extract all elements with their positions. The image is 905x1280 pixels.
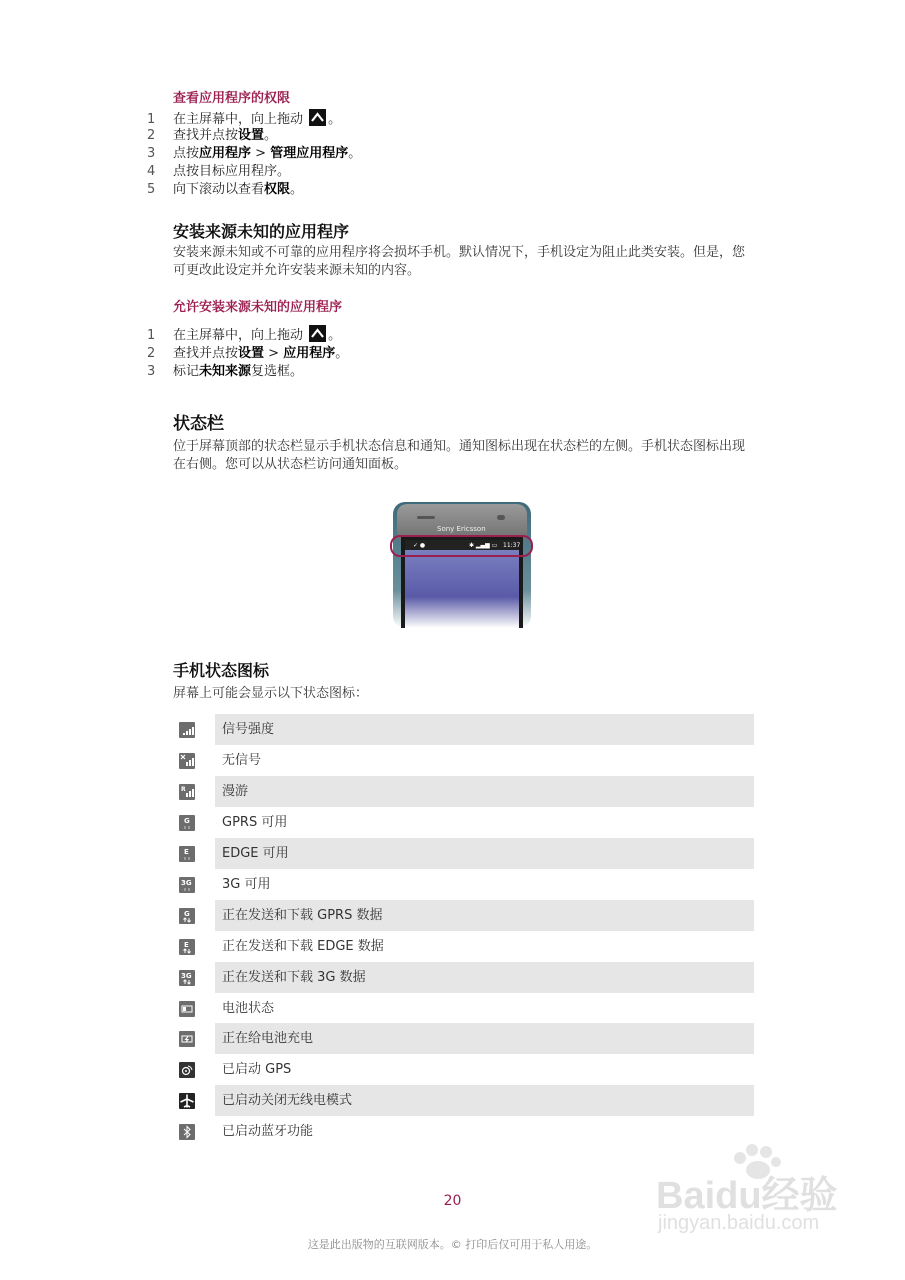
footer-note: 这是此出版物的互联网版本。© 打印后仅可用于私人用途。 <box>307 1238 598 1251</box>
gprs-icon <box>179 815 195 831</box>
icon-row: G GPRS 可用 <box>173 807 754 838</box>
page-number: 20 <box>443 1193 462 1209</box>
up-arrow-icon <box>309 325 326 342</box>
icon-row: 无信号 <box>173 745 754 776</box>
gprs-transfer-icon <box>179 908 195 924</box>
watermark-line2: jingyan.baidu.com <box>658 1212 820 1234</box>
icon-row: E 正在发送和下载 EDGE 数据 <box>173 931 754 962</box>
svg-text:G: G <box>184 817 190 825</box>
icon-row: R 漫游 <box>173 776 754 807</box>
baidu-watermark <box>640 1142 860 1242</box>
svg-text:G: G <box>184 910 190 918</box>
battery-charging-icon <box>179 1031 195 1047</box>
svg-text:3G: 3G <box>181 972 192 980</box>
roaming-icon <box>179 784 195 800</box>
watermark-line1: Baidu经验 <box>656 1175 838 1217</box>
status-icons: ✱ ▂▄▆ ▭ <box>469 542 498 549</box>
icon-row: 3G 3G 可用 <box>181 877 271 892</box>
step-2: 2 查找并点按设置。 <box>147 128 278 143</box>
edge-transfer-icon <box>179 939 195 955</box>
icon-row: 已启动蓝牙功能 <box>173 1116 754 1147</box>
icon-row: 已启动 GPS <box>173 1054 754 1085</box>
step-5: 5 向下滚动以查看权限。 <box>147 182 304 197</box>
phone-brand: Sony Ericsson <box>437 525 486 533</box>
icon-row: 信号强度 <box>173 714 754 745</box>
signal-strength-icon <box>179 722 195 738</box>
icon-row: 已启动关闭无线电模式 <box>173 1085 754 1116</box>
svg-text:E: E <box>184 848 189 856</box>
svg-text:R: R <box>181 786 186 793</box>
edge-icon <box>179 846 195 862</box>
section-subtitle-permissions: 查看应用程序的权限 <box>173 91 291 106</box>
section-title-unknown-sources: 安装来源未知的应用程序 <box>173 222 350 241</box>
no-signal-icon <box>179 753 195 769</box>
step-3: 3 标记未知来源复选框。 <box>147 364 304 379</box>
svg-text:E: E <box>184 941 189 949</box>
icon-row: 电池状态 <box>173 993 754 1024</box>
svg-text:3G: 3G <box>181 879 192 887</box>
section-title-status-icons: 手机状态图标 <box>173 661 270 680</box>
notification-icons: ✓ ● <box>413 542 426 549</box>
up-arrow-icon <box>309 109 326 126</box>
step-4: 4 点按目标应用程序。 <box>147 164 291 179</box>
status-bar-highlight <box>390 535 533 557</box>
battery-icon <box>179 1001 195 1017</box>
icon-row: 3G 正在发送和下载 3G 数据 <box>173 962 754 993</box>
step-2: 2 查找并点按设置 > 应用程序。 <box>147 346 349 361</box>
step-1: 1 在主屏幕中，向上拖动 。 <box>147 109 341 129</box>
bluetooth-icon <box>179 1124 195 1140</box>
section-title-status-bar: 状态栏 <box>173 414 224 434</box>
section-text-unknown-sources: 安装来源未知或不可靠的应用程序将会损坏手机。默认情况下，手机设定为阻止此类安装。但是，您可更改此设定并允许安装来源未知的内容。 <box>173 245 746 278</box>
phone-status-bar-illustration <box>393 500 529 625</box>
airplane-icon <box>179 1093 195 1109</box>
icon-row: E EDGE 可用 <box>173 838 754 869</box>
icon-row: 正在给电池充电 <box>173 1023 754 1054</box>
3g-transfer-icon <box>179 970 195 986</box>
step-1: 1 在主屏幕中，向上拖动 。 <box>147 325 341 345</box>
gps-icon <box>179 1062 195 1078</box>
step-3: 3 点按应用程序 > 管理应用程序。 <box>147 146 362 161</box>
3g-icon <box>179 877 195 893</box>
section-text-status-bar: 位于屏幕顶部的状态栏显示手机状态信息和通知。通知图标出现在状态栏的左侧。手机状态图标出现在右侧。您可以从状态栏访问通知面板。 <box>173 439 746 472</box>
section-text-status-icons: 屏幕上可能会显示以下状态图标： <box>173 686 369 701</box>
section-subtitle-allow-unknown: 允许安装来源未知的应用程序 <box>173 300 343 315</box>
icon-row: G 正在发送和下载 GPRS 数据 <box>173 900 754 931</box>
status-bar-time: 11:37 <box>503 542 521 549</box>
